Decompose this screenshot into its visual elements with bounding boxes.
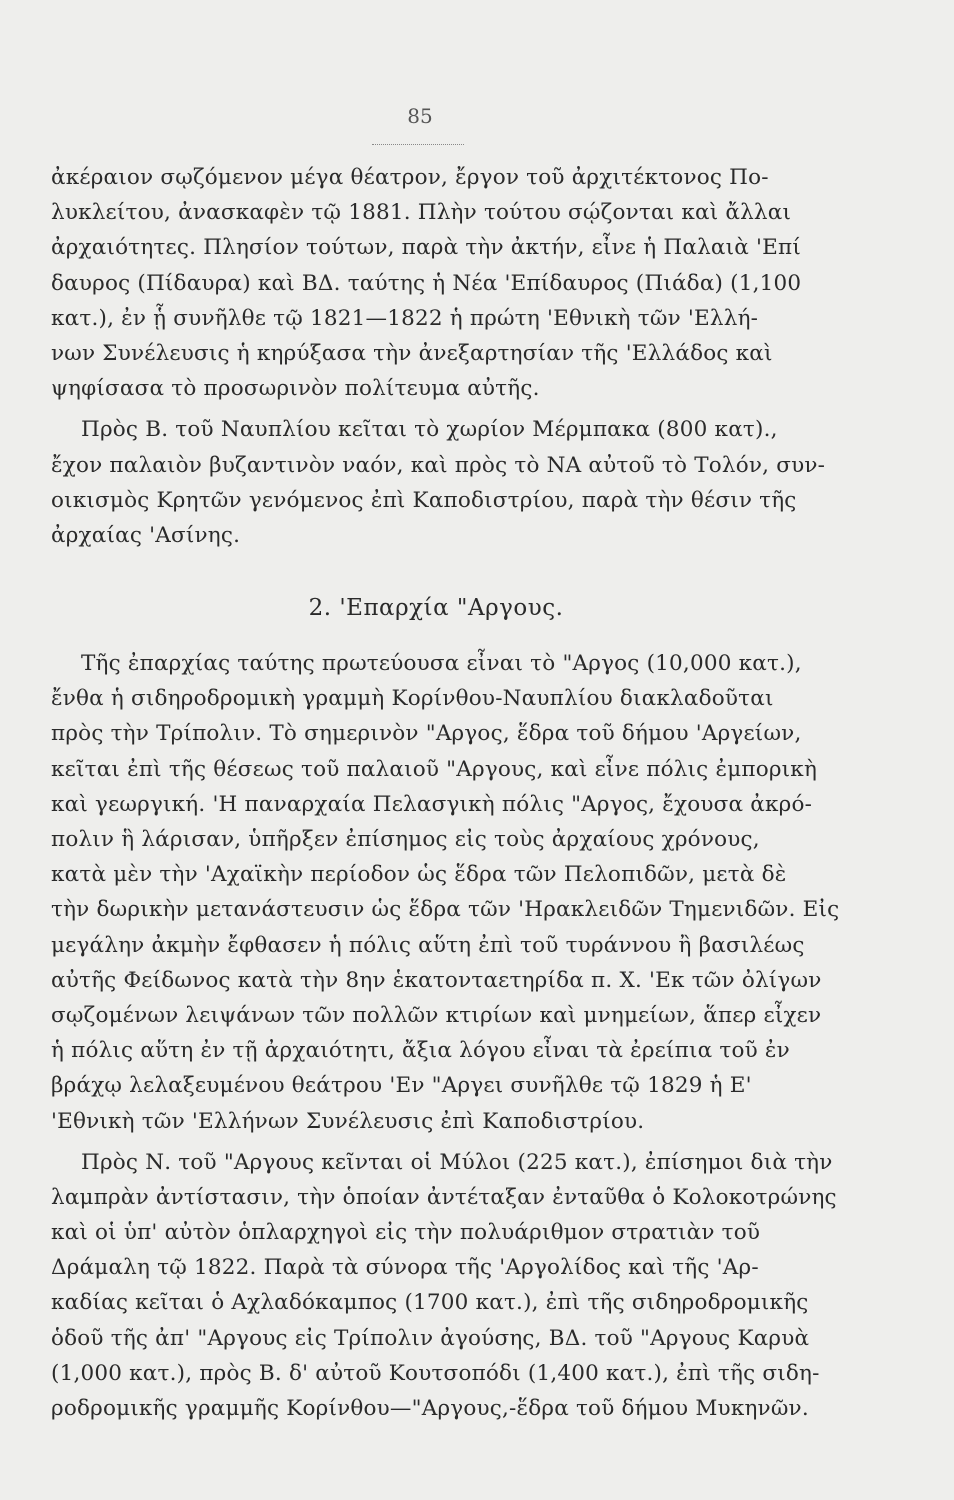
text-line: ἀκέραιον σῳζόμενον μέγα θέατρον, ἔργον τοῦ ἀρχιτέκτονος Πο- [51, 165, 769, 190]
text-line: (1,000 κατ.), πρὸς Β. δ' αὐτοῦ Κουτσοπόδι (1,400 κατ.), ἐπὶ τῆς σιδη- [51, 1360, 820, 1386]
text-line: 'Εθνικὴ τῶν 'Ελλήνων Συνέλευσις ἐπὶ Καποδιστρίου. [51, 1108, 645, 1134]
text-line: βράχῳ λελαξευμένου θεάτρου 'Εν "Αργει συνῆλθε τῷ 1829 ἡ Ε' [51, 1073, 752, 1099]
paragraph-3 [51, 646, 840, 1139]
text-line: πολιν ἣ λάρισαν, ὑπῆρξεν ἐπίσημος εἰς τοὺς ἀρχαίους χρόνους, [51, 827, 760, 852]
text-line: ἡ πόλις αὕτη ἐν τῇ ἀρχαιότητι, ἄξια λόγου εἶναι τὰ ἐρείπια τοῦ ἐν [51, 1038, 790, 1064]
text-line: ἀρχαίας 'Ασίνης. [51, 522, 241, 548]
text-line: ἔνθα ἡ σιδηροδρομικὴ γραμμὴ Κορίνθου-Ναυπλίου διακλαδοῦται [51, 686, 774, 712]
text-line: ἔχον παλαιὸν βυζαντινὸν ναόν, καὶ πρὸς τὸ ΝΑ αὐτοῦ τὸ Τολόν, συν- [51, 452, 826, 478]
text-line: κεῖται ἐπὶ τῆς θέσεως τοῦ παλαιοῦ "Αργους, καὶ εἶνε πόλις ἐμπορικὴ [51, 756, 818, 782]
text-line: καὶ οἱ ὑπ' αὐτὸν ὁπλαρχηγοὶ εἰς τὴν πολυάριθμον στρατιὰν τοῦ [51, 1220, 761, 1246]
paragraph-2 [51, 412, 826, 553]
text-line: κατὰ μὲν τὴν 'Αχαϊκὴν περίοδον ὡς ἕδρα τῶν Πελοπιδῶν, μετὰ δὲ [51, 862, 787, 888]
page-number-rule [372, 144, 464, 145]
text-line: σῳζομένων λειψάνων τῶν πολλῶν κτιρίων καὶ μνημείων, ἅπερ εἶχεν [51, 1002, 822, 1028]
text-line: πρὸς τὴν Τρίπολιν. Τὸ σημερινὸν "Αργος, ἕδρα τοῦ δήμου 'Αργείων, [51, 721, 802, 747]
text-line: ροδρομικῆς γραμμῆς Κορίνθου—"Αργους,-ἕδρα τοῦ δήμου Μυκηνῶν. [51, 1396, 809, 1421]
text-line: Πρὸς Β. τοῦ Ναυπλίου κεῖται τὸ χωρίον Μέρμπακα (800 κατ)., [81, 417, 778, 443]
text-line: Δράμαλη τῷ 1822. Παρὰ τὰ σύνορα τῆς 'Αργολίδος καὶ τῆς 'Αρ- [51, 1255, 759, 1281]
text-line: Πρὸς Ν. τοῦ "Αργους κεῖνται οἱ Μύλοι (225 κατ.), ἐπίσημοι διὰ τὴν [81, 1149, 833, 1175]
text-line: κατ.), ἐν ᾗ συνῆλθε τῷ 1821—1822 ἡ πρώτη 'Εθνικὴ τῶν 'Ελλή- [51, 305, 759, 331]
section-heading: 2. 'Επαρχία "Αργους. [308, 595, 564, 622]
text-line: λαμπρὰν ἀντίστασιν, τὴν ὁποίαν ἀντέταξαν ἐνταῦθα ὁ Κολοκοτρώνης [51, 1184, 837, 1210]
text-line: λυκλείτου, ἀνασκαφὲν τῷ 1881. Πλὴν τούτου σῴζονται καὶ ἄλλαι [51, 200, 792, 226]
paragraph-1 [51, 160, 802, 406]
text-line: ὁδοῦ τῆς ἀπ' "Αργους εἰς Τρίπολιν ἀγούσης, ΒΔ. τοῦ "Αργους Καρυὰ [51, 1325, 810, 1351]
page-number: 85 [407, 104, 433, 128]
paragraph-4 [51, 1145, 837, 1427]
body-text [51, 160, 840, 1426]
text-line: καὶ γεωργική. 'Η παναρχαία Πελασγικὴ πόλις "Αργος, ἔχουσα ἀκρό- [51, 791, 813, 817]
text-line: μεγάλην ἀκμὴν ἔφθασεν ἡ πόλις αὕτη ἐπὶ τοῦ τυράννου ἢ βασιλέως [51, 932, 805, 958]
text-line: ἀρχαιότητες. Πλησίον τούτων, παρὰ τὴν ἀκτήν, εἶνε ἡ Παλαιὰ 'Επί [51, 235, 801, 261]
text-line: τὴν δωρικὴν μετανάστευσιν ὡς ἕδρα τῶν 'Ηρακλειδῶν Τημενιδῶν. Εἰς [51, 897, 840, 923]
text-line: καδίας κεῖται ὁ Αχλαδόκαμπος (1700 κατ.), ἐπὶ τῆς σιδηροδρομικῆς [51, 1290, 809, 1316]
text-line: οικισμὸς Κρητῶν γενόμενος ἐπὶ Καποδιστρίου, παρὰ τὴν θέσιν τῆς [51, 487, 797, 513]
text-line: αὐτῆς Φείδωνος κατὰ τὴν 8ην ἑκατονταετηρίδα π. Χ. 'Εκ τῶν ὀλίγων [51, 967, 822, 993]
text-line: Τῆς ἐπαρχίας ταύτης πρωτεύουσα εἶναι τὸ "Αργος (10,000 κατ.), [81, 651, 802, 677]
text-line: ψηφίσασα τὸ προσωρινὸν πολίτευμα αὐτῆς. [51, 376, 540, 402]
text-line: δαυρος (Πίδαυρα) καὶ ΒΔ. ταύτης ἡ Νέα 'Επίδαυρος (Πιάδα) (1,100 [51, 270, 802, 296]
text-line: νων Συνέλευσις ἡ κηρύξασα τὴν ἀνεξαρτησίαν τῆς 'Ελλάδος καὶ [51, 340, 773, 366]
